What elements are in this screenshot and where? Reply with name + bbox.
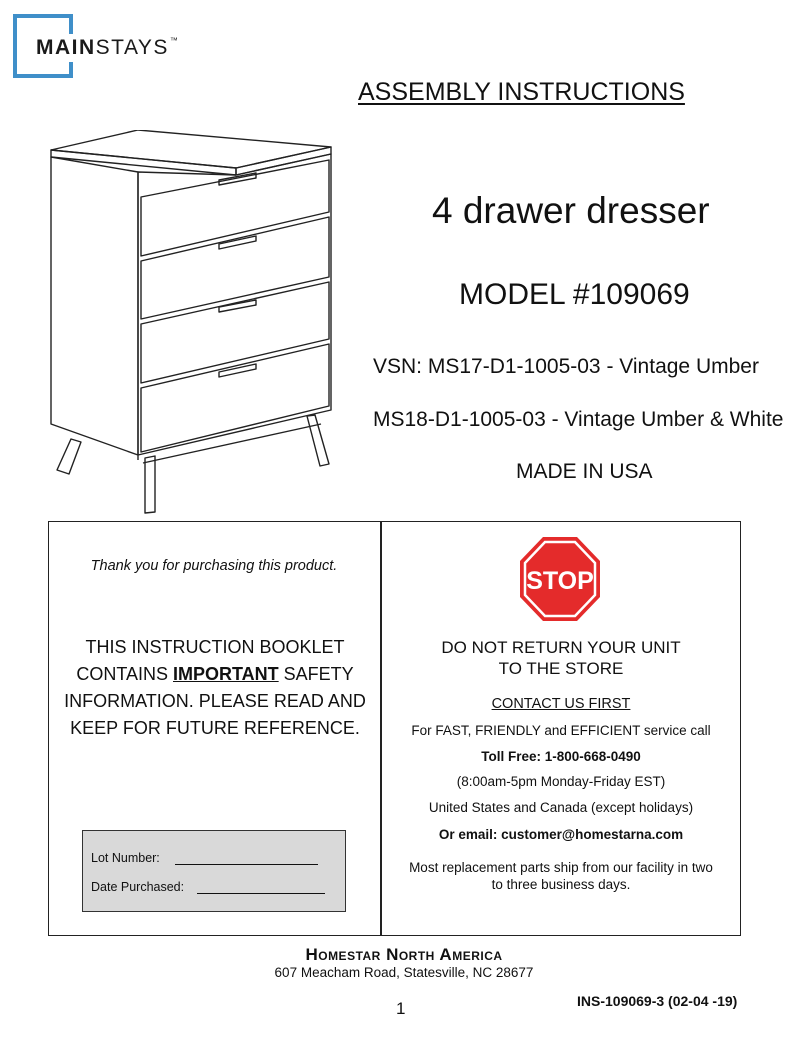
document-code: INS-109069-3 (02-04 -19) (577, 993, 738, 1009)
safety-notice-emphasis: IMPORTANT (173, 664, 279, 684)
date-purchased-label: Date Purchased: (91, 880, 185, 894)
document-title: ASSEMBLY INSTRUCTIONS (358, 78, 685, 106)
stop-sign-text: STOP (526, 567, 594, 595)
purchase-record-box (82, 830, 346, 912)
brand-logo-bold: MAIN (36, 36, 96, 59)
no-return-line-2: TO THE STORE (498, 659, 624, 678)
product-name: 4 drawer dresser (432, 190, 710, 231)
page-number: 1 (396, 999, 406, 1018)
safety-notice (62, 634, 368, 742)
brand-logo-rest: STAYS (95, 36, 169, 59)
safety-notice-end: SAFETY INFORMATION. PLEASE READ AND KEEP FOR FUTURE REFERENCE. (64, 664, 366, 738)
parts-shipping-line-2: to three business days. (491, 877, 631, 892)
stop-sign-icon (519, 536, 601, 622)
service-line: For FAST, FRIENDLY and EFFICIENT service call (411, 723, 711, 738)
contact-email: Or email: customer@homestarna.com (438, 827, 684, 842)
vsn-line-1: VSN: MS17-D1-1005-03 - Vintage Umber (373, 355, 759, 378)
service-hours: (8:00am-5pm Monday-Friday EST) (456, 774, 666, 789)
thank-you-note: Thank you for purchasing this product. (90, 558, 338, 574)
country-of-origin: MADE IN USA (516, 460, 653, 483)
parts-shipping-line-1: Most replacement parts ship from our facility in two (409, 860, 713, 875)
safety-notice-start: THIS INSTRUCTION BOOKLET CONTAINS (76, 637, 345, 684)
toll-free-number: Toll Free: 1-800-668-0490 (481, 749, 641, 764)
lot-number-label: Lot Number: (91, 851, 160, 865)
no-return-line-1: DO NOT RETURN YOUR UNIT (441, 638, 681, 657)
lot-number-field (175, 864, 318, 865)
date-purchased-field (197, 893, 325, 894)
brand-logo (34, 34, 181, 62)
service-region: United States and Canada (except holidays) (428, 800, 694, 815)
vsn-line-2: MS18-D1-1005-03 - Vintage Umber & White (373, 408, 784, 431)
company-name: Homestar North America (305, 945, 503, 964)
trademark-symbol: ™ (169, 36, 180, 45)
dresser-icon (45, 130, 345, 515)
contact-heading: CONTACT US FIRST (491, 696, 631, 712)
company-address: 607 Meacham Road, Statesville, NC 28677 (274, 965, 534, 980)
model-number: MODEL #109069 (459, 278, 690, 311)
